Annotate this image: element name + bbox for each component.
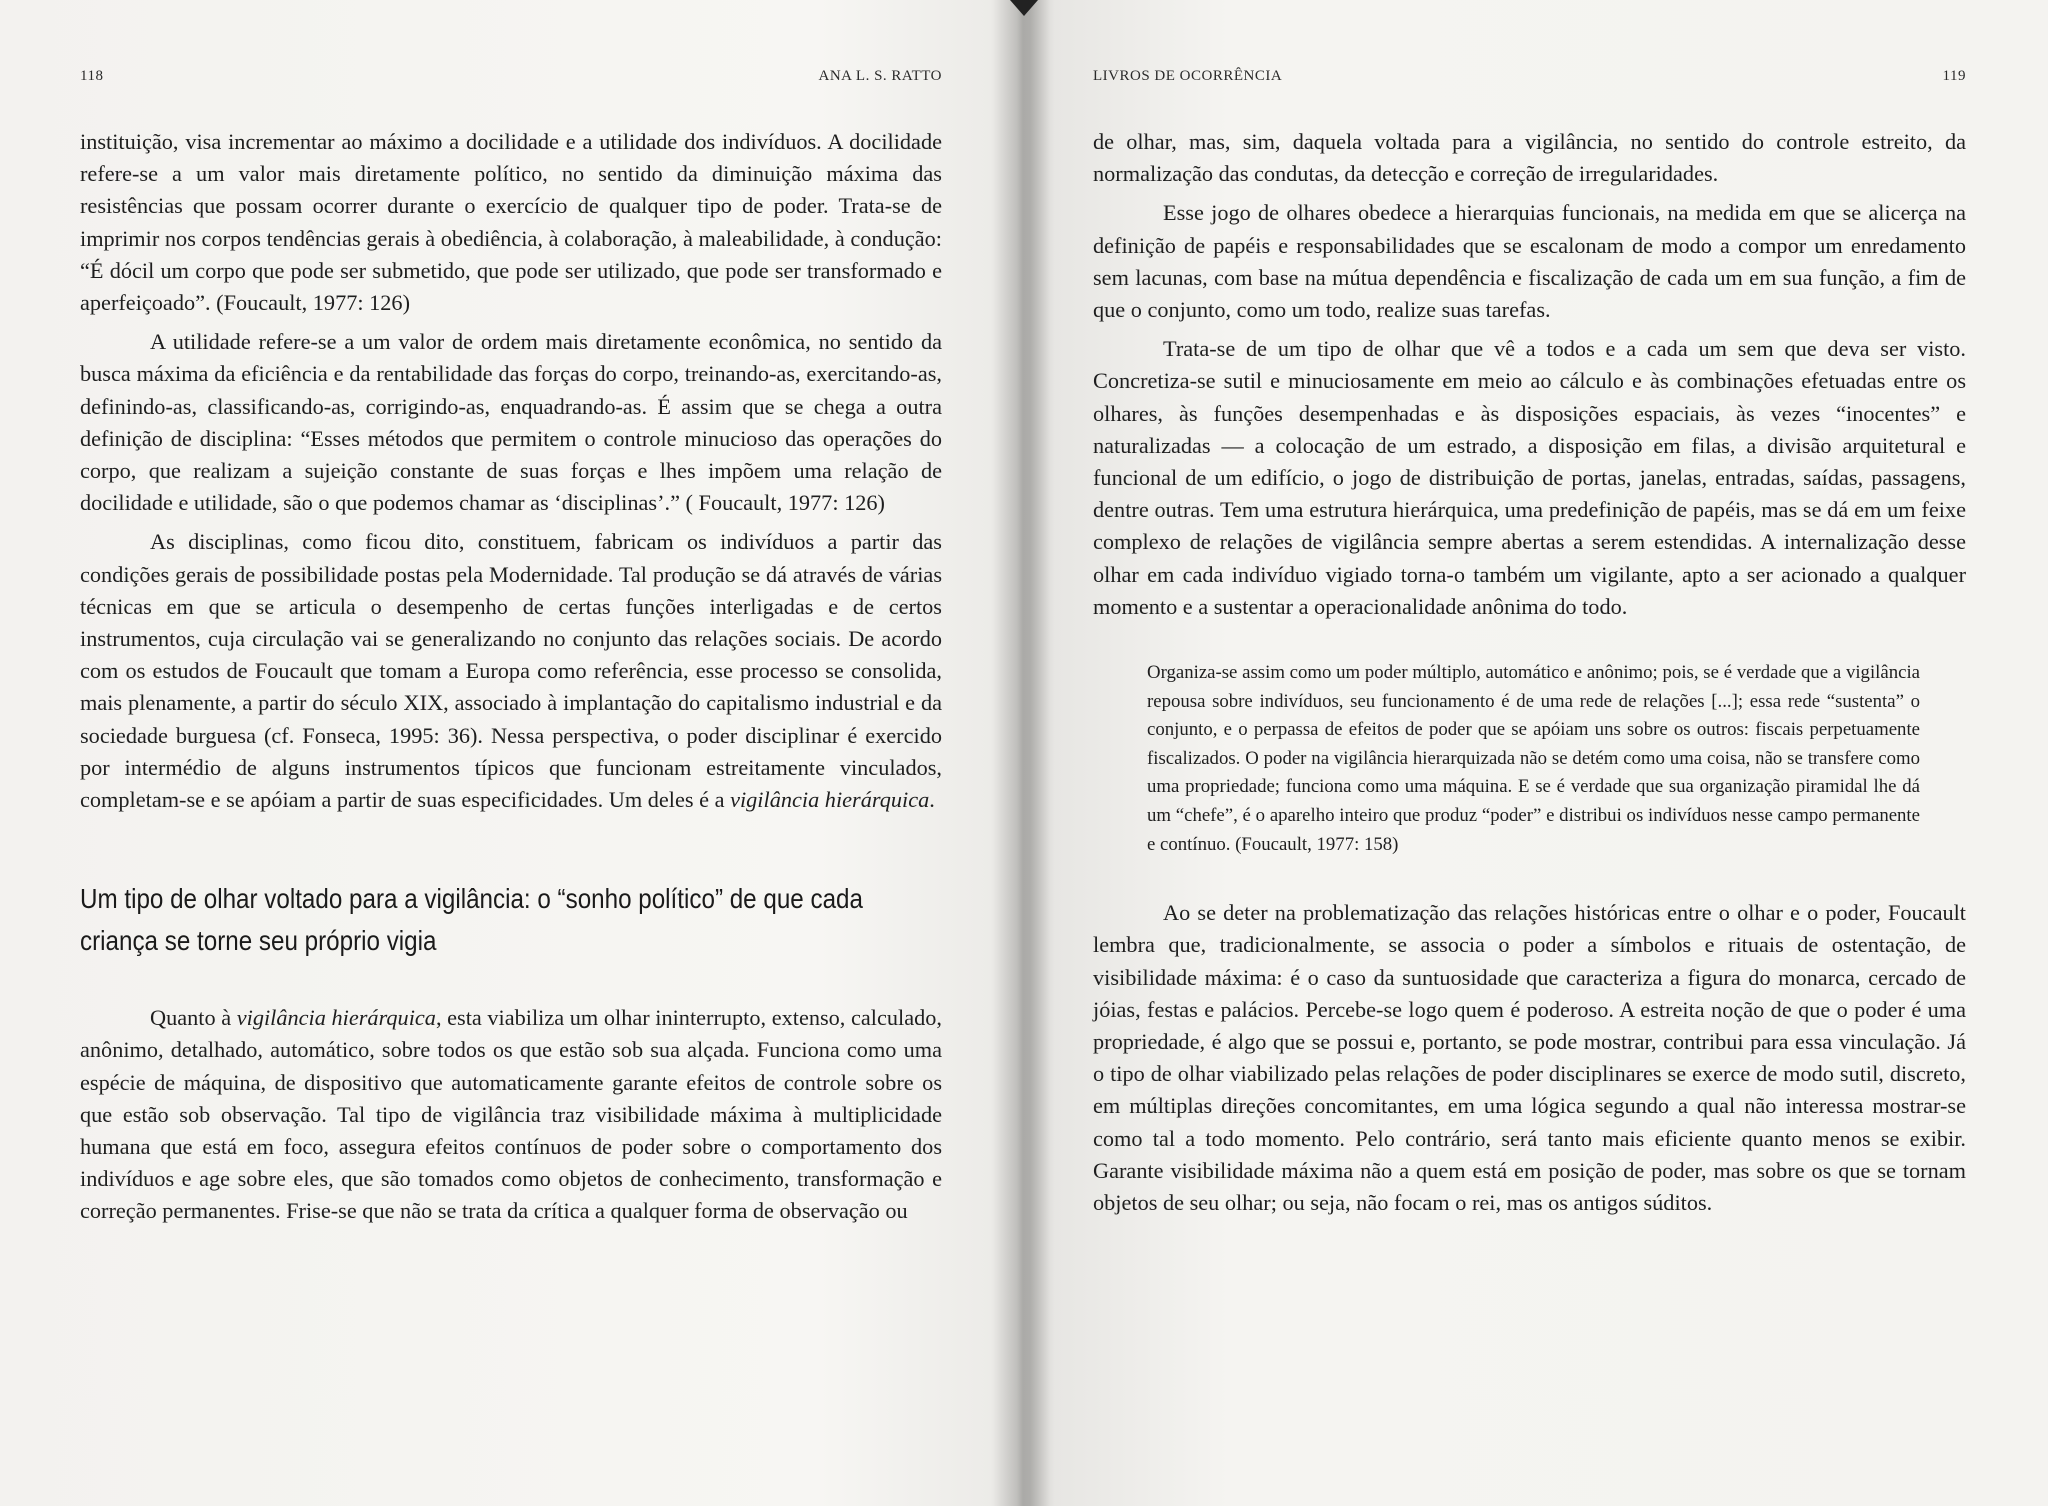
left-paragraph-2: A utilidade refere-se a um valor de ordem mais diretamente econômica, no sentido da busca máxima da eficiência e da rentabilidade das forças do corpo, treinando-as, exercitando-as, definindo-as, classificando-as, corrigindo-as, enquadrando-as. É assim que se chega a outra definição de disciplina: “Esses métodos que permitem o controle minucioso das operações do corpo, que realizam a sujeição constante de suas forças e lhes impõem uma relação de docilidade e utilidade, são o que podemos chamar as ‘disciplinas’.” ( Foucault, 1977: 126) (80, 329, 942, 516)
left-running-title: ANA L. S. RATTO (818, 68, 942, 84)
right-paragraph-1: de olhar, mas, sim, daquela voltada para a vigilância, no sentido do controle estreito, da normalização das condutas, da detecção e correção de irregularidades. (1093, 129, 1966, 187)
right-paragraph-2: Esse jogo de olhares obedece a hierarquias funcionais, na medida em que se alicerça na definição de papéis e responsabilidades que se escalonam de modo a compor um enredamento sem lacunas, com base na mútua dependência e fiscalização de cada um em sua função, a fim de que o conjunto, como um todo, realize suas tarefas. (1093, 200, 1966, 323)
left-paragraph-3-emphasis: vigilância hierárquica (730, 787, 930, 813)
right-page-number: 119 (1942, 68, 1966, 84)
right-running-title: LIVROS DE OCORRÊNCIA (1093, 68, 1283, 84)
left-page (80, 0, 942, 1506)
right-paragraph-3: Trata-se de um tipo de olhar que vê a todos e a cada um sem que deva ser visto. Concretiza-se sutil e minuciosamente em meio ao cálculo e às combinações efetuadas entre os olhares, às funções desempenhadas e às disposições espaciais, às vezes “inocentes” e naturalizadas — a colocação de um estrado, a disposição em filas, a divisão arquitetural e funcional de um edifício, o jogo de distribuição de portas, janelas, entradas, saídas, passagens, dentre outras. Tem uma estrutura hierárquica, uma predefinição de papéis, mas se dá em um feixe complexo de relações de vigilância sempre abertas a serem estendidas. A internalização desse olhar em cada indivíduo vigiado torna-o também um vigilante, apto a ser acionado a qualquer momento e a sustentar a operacionalidade anônima do todo. (1093, 336, 1966, 619)
gutter-shadow (990, 0, 1050, 1506)
left-paragraph-4-emphasis: vigilância hierárquica (236, 1005, 436, 1031)
left-text-block (80, 126, 942, 1228)
right-text-block (1093, 126, 1966, 1219)
right-running-head (1093, 68, 1966, 90)
section-heading: Um tipo de olhar voltado para a vigilância: o “sonho político” de que cada criança se torne seu próprio vigia (80, 883, 863, 957)
left-paragraph-3-end: . (929, 787, 935, 813)
left-paragraph-4 (80, 1002, 942, 1227)
left-paragraph-4-start: Quanto à (150, 1005, 237, 1031)
left-paragraph-3-text: As disciplinas, como ficou dito, constituem, fabricam os indivíduos a partir das condições gerais de possibilidade postas pela Modernidade. Tal produção se dá através de várias técnicas em que se articula o desempenho de certas funções interligadas e de certos instrumentos, cuja circulação vai se generalizando no conjunto das relações sociais. De acordo com os estudos de Foucault que tomam a Europa como referência, esse processo se consolida, mais plenamente, a partir do século XIX, associado à implantação do capitalismo industrial e da sociedade burguesa (cf. Fonseca, 1995: 36). Nessa perspectiva, o poder disciplinar é exercido por intermédio de alguns instrumentos típicos que funcionam estreitamente vinculados, completam-se e se apóiam a partir de suas especificidades. Um deles é a (80, 529, 942, 813)
block-quote: Organiza-se assim como um poder múltiplo, automático e anônimo; pois, se é verdade que a vigilância repousa sobre indivíduos, seu funcionamento é de uma rede de relações [...]; essa rede “sustenta” o conjunto, e o perpassa de efeitos de poder que se apóiam uns sobre os outros: fiscais perpetuamente fiscalizados. O poder na vigilância hierarquizada não se detém como uma coisa, não se transfere como uma propriedade; funciona como uma máquina. E se é verdade que sua organização piramidal lhe dá um “chefe”, é o aparelho inteiro que produz “poder” e distribui os indivíduos nesse campo permanente e contínuo. (Foucault, 1977: 158) (1147, 662, 1920, 855)
left-paragraph-3 (80, 526, 942, 816)
right-page (1093, 0, 1966, 1506)
left-paragraph-4-text: , esta viabiliza um olhar ininterrupto, extenso, calculado, anônimo, detalhado, automático, sobre todos os que estão sob sua alçada. Funciona como uma espécie de máquina, de dispositivo que automaticamente garante efeitos de controle sobre os que estão sob observação. Tal tipo de vigilância traz visibilidade máxima à multiplicidade humana que está em foco, assegura efeitos contínuos de poder sobre o comportamento dos indivíduos e age sobre eles, que são tomados como objetos de conhecimento, transformação e correção permanentes. Frise-se que não se trata da crítica a qualquer forma de observação ou (80, 1005, 942, 1224)
left-running-head (80, 68, 942, 90)
left-paragraph-1: instituição, visa incrementar ao máximo a docilidade e a utilidade dos indivíduos. A docilidade refere-se a um valor mais diretamente político, no sentido da diminuição máxima das resistências que possam ocorrer durante o exercício de qualquer tipo de poder. Trata-se de imprimir nos corpos tendências gerais à obediência, à colaboração, à maleabilidade, à condução: “É dócil um corpo que pode ser submetido, que pode ser utilizado, que pode ser transformado e aperfeiçoado”. (Foucault, 1977: 126) (80, 129, 942, 316)
right-paragraph-4: Ao se deter na problematização das relações históricas entre o olhar e o poder, Foucault lembra que, tradicionalmente, se associa o poder a símbolos e rituais de ostentação, de visibilidade máxima: é o caso da suntuosidade que caracteriza a figura do monarca, cercado de jóias, festas e palácios. Percebe-se logo quem é poderoso. A estreita noção de que o poder é uma propriedade, é algo que se possui e, portanto, se pode mostrar, contribui para essa vinculação. Já o tipo de olhar viabilizado pelas relações de poder disciplinares se exerce de modo sutil, discreto, em múltiplas direções concomitantes, em uma lógica segundo a qual não interessa mostrar-se como tal a todo momento. Pelo contrário, será tanto mais eficiente quanto menos se exibir. Garante visibilidade máxima não a quem está em posição de poder, mas sobre os que se tornam objetos de seu olhar; ou seja, não focam o rei, mas os antigos súditos. (1093, 900, 1966, 1216)
left-page-number: 118 (80, 68, 104, 84)
binding-mark (1010, 0, 1038, 16)
